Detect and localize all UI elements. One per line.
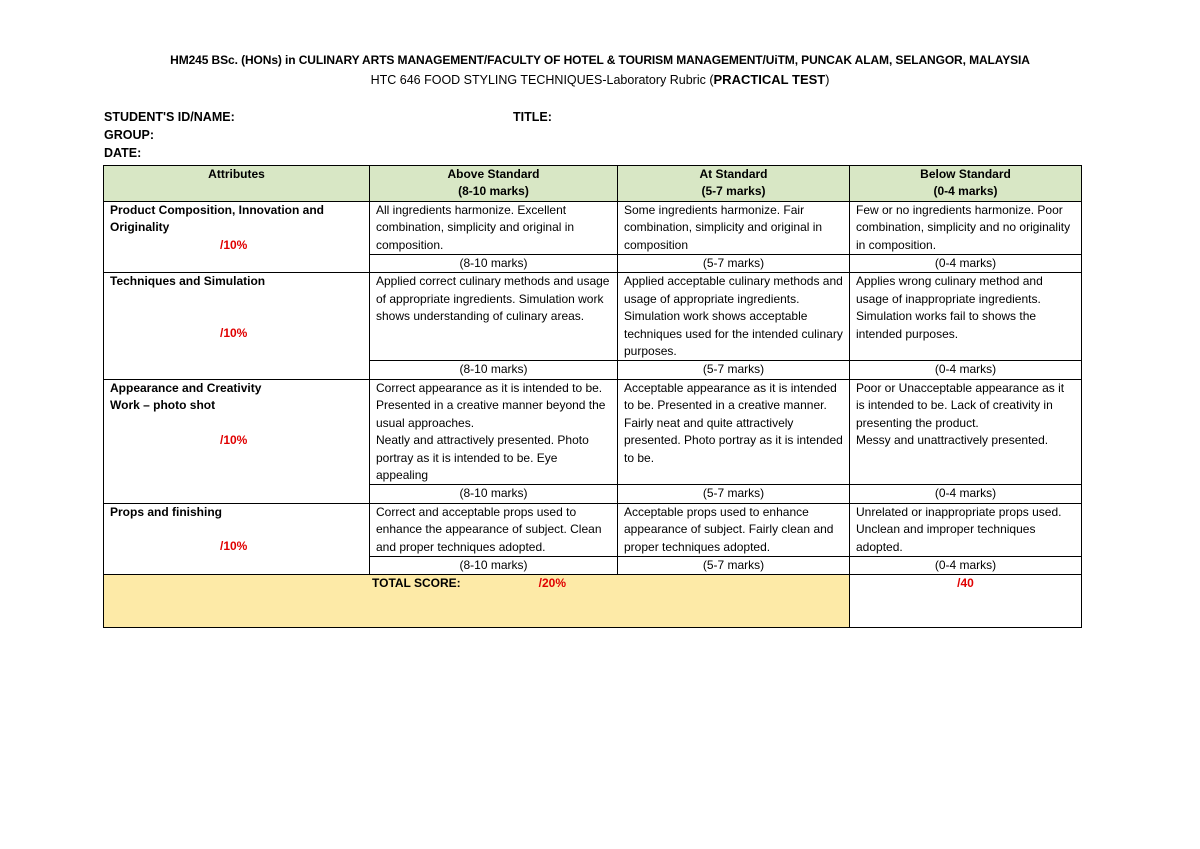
above-standard-cell: Correct appearance as it is intended to be. Presented in a creative manner beyond the usual approaches. Neatly and attractively presented. Photo portray as it is intended to be. Eye appealing <box>370 379 618 484</box>
group-label: GROUP: <box>104 128 154 142</box>
marks-above: (8-10 marks) <box>370 361 618 379</box>
table-row <box>104 503 1082 556</box>
table-header-row <box>104 166 1082 202</box>
above-standard-cell: All ingredients harmonize. Excellent combination, simplicity and original in composition. <box>370 201 618 254</box>
table-row <box>104 273 1082 361</box>
marks-at: (5-7 marks) <box>618 556 850 574</box>
marks-above: (8-10 marks) <box>370 485 618 503</box>
above-standard-cell: Applied correct culinary methods and usage of appropriate ingredients. Simulation work shows understanding of culinary areas. <box>370 273 618 361</box>
final-score: /40 <box>957 576 974 591</box>
subtitle-practical-test: PRACTICAL TEST <box>713 72 826 87</box>
subtitle-suffix: ) <box>825 73 830 87</box>
subtitle-prefix: HTC 646 FOOD STYLING TECHNIQUES-Laboratory Rubric ( <box>370 73 714 87</box>
table-row <box>104 379 1082 484</box>
final-score-cell <box>850 575 1082 628</box>
document-title: HM245 BSc. (HONs) in CULINARY ARTS MANAGEMENT/FACULTY OF HOTEL & TOURISM MANAGEMENT/UiTM, PUNCAK ALAM, SELANGOR, MALAYSIA <box>170 53 1030 67</box>
student-id-label: STUDENT'S ID/NAME: <box>104 110 235 124</box>
attribute-cell: Techniques and Simulation /10% <box>104 273 370 379</box>
marks-at: (5-7 marks) <box>618 255 850 273</box>
title-label: TITLE: <box>513 110 552 124</box>
at-standard-cell: Acceptable appearance as it is intended to be. Presented in a creative manner. Fairly neat and quite attractively presented. Photo portray as it is intended to be. <box>618 379 850 484</box>
rubric-table <box>103 165 1082 628</box>
marks-above: (8-10 marks) <box>370 556 618 574</box>
marks-at: (5-7 marks) <box>618 361 850 379</box>
marks-at: (5-7 marks) <box>618 485 850 503</box>
percent-score: /10% <box>220 539 248 554</box>
marks-above: (8-10 marks) <box>370 255 618 273</box>
below-standard-cell: Applies wrong culinary method and usage of inappropriate ingredients. Simulation works fail to shows the intended purposes. <box>850 273 1082 361</box>
header-attributes: Attributes <box>104 166 370 202</box>
marks-below: (0-4 marks) <box>850 556 1082 574</box>
marks-below: (0-4 marks) <box>850 255 1082 273</box>
percent-score: /10% <box>220 325 248 340</box>
at-standard-cell: Some ingredients harmonize. Fair combination, simplicity and original in composition <box>618 201 850 254</box>
total-row <box>104 575 1082 628</box>
at-standard-cell: Applied acceptable culinary methods and usage of appropriate ingredients. Simulation work shows acceptable techniques used for the intended culinary purposes. <box>618 273 850 361</box>
marks-below: (0-4 marks) <box>850 485 1082 503</box>
attribute-cell: Props and finishing /10% <box>104 503 370 575</box>
percent-score: /10% <box>220 237 248 252</box>
at-standard-cell: Acceptable props used to enhance appearance of subject. Fairly clean and proper techniques adopted. <box>618 503 850 556</box>
percent-score: /10% <box>220 432 248 447</box>
below-standard-cell: Poor or Unacceptable appearance as it is intended to be. Lack of creativity in presenting the product. Messy and unattractively presented. <box>850 379 1082 484</box>
table-row <box>104 201 1082 254</box>
total-score-cell <box>104 575 850 628</box>
header-above-standard: Above Standard (8-10 marks) <box>370 166 618 202</box>
header-at-standard: At Standard (5-7 marks) <box>618 166 850 202</box>
total-score-label: TOTAL SCORE: <box>372 576 461 591</box>
attribute-cell: Product Composition, Innovation and Originality /10% <box>104 201 370 273</box>
attribute-cell: Appearance and Creativity Work – photo shot /10% <box>104 379 370 503</box>
below-standard-cell: Few or no ingredients harmonize. Poor combination, simplicity and no originality in composition. <box>850 201 1082 254</box>
below-standard-cell: Unrelated or inappropriate props used. Unclean and improper techniques adopted. <box>850 503 1082 556</box>
above-standard-cell: Correct and acceptable props used to enhance the appearance of subject. Clean and proper techniques adopted. <box>370 503 618 556</box>
date-label: DATE: <box>104 146 142 160</box>
total-percent: /20% <box>538 576 567 591</box>
document-subtitle <box>0 72 1200 87</box>
marks-below: (0-4 marks) <box>850 361 1082 379</box>
header-below-standard: Below Standard (0-4 marks) <box>850 166 1082 202</box>
